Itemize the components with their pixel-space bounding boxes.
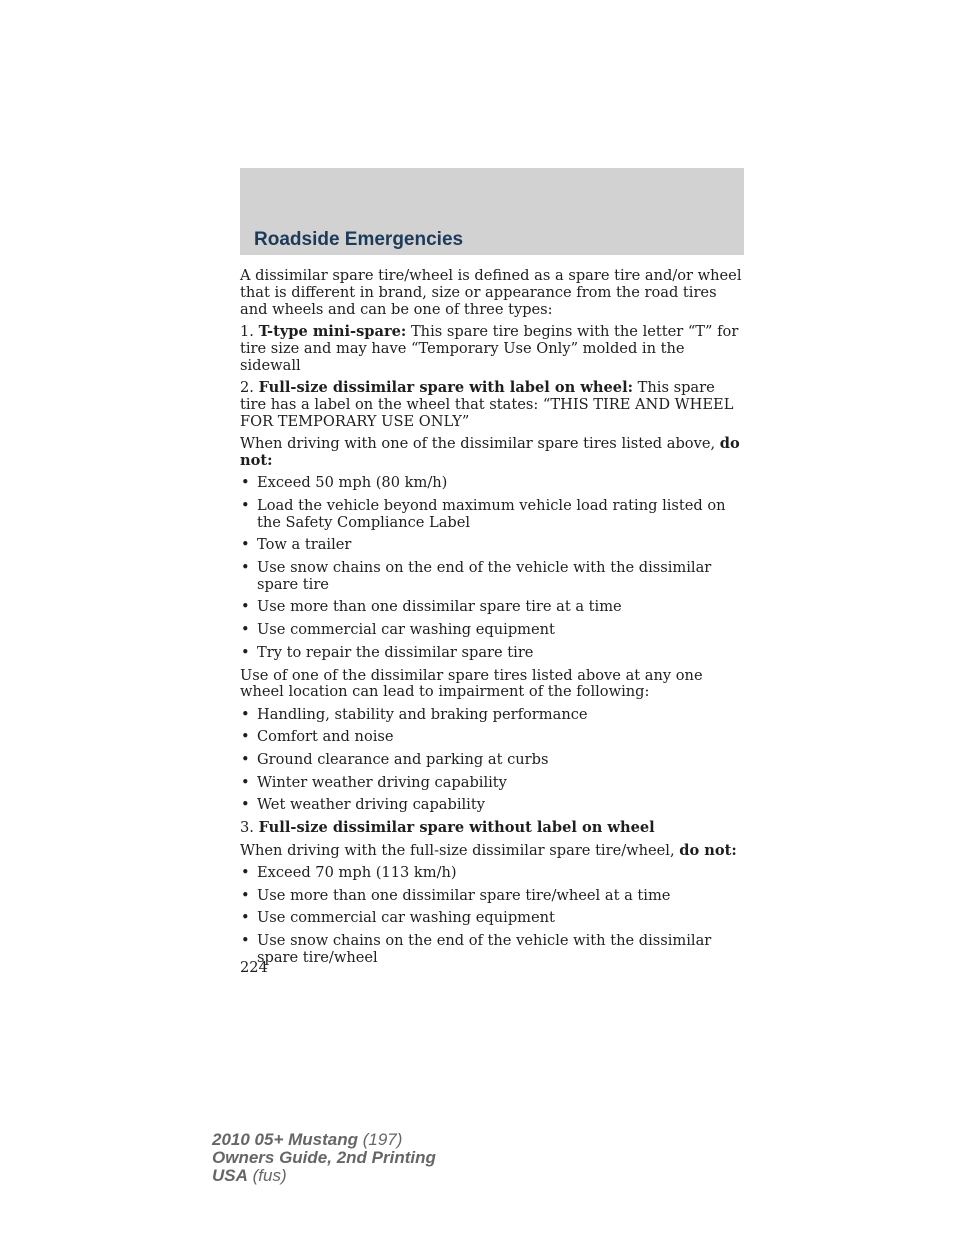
footer-line-1 bbox=[212, 1131, 436, 1149]
list-item-text: Use snow chains on the end of the vehicle with the dissimilar spare tire bbox=[257, 559, 712, 593]
warning1-paragraph bbox=[240, 436, 744, 470]
bullet-icon: • bbox=[241, 751, 250, 769]
list-item-text: Exceed 50 mph (80 km/h) bbox=[257, 474, 448, 492]
bullet-icon: • bbox=[241, 863, 250, 881]
warning2-bold: do not: bbox=[679, 841, 737, 859]
footer-model-code: (197) bbox=[362, 1130, 403, 1149]
bullet-icon: • bbox=[241, 598, 250, 616]
page-number: 224 bbox=[240, 959, 268, 976]
list-item-text: Use more than one dissimilar spare tire at a time bbox=[257, 598, 622, 616]
bullet-icon: • bbox=[241, 705, 250, 723]
footer-market-code: (fus) bbox=[252, 1166, 287, 1185]
list-item-text: Wet weather driving capability bbox=[257, 796, 485, 814]
list-item-text: Ground clearance and parking at curbs bbox=[257, 751, 549, 769]
list-item bbox=[240, 622, 744, 639]
list-item-text: Use commercial car washing equipment bbox=[257, 621, 555, 639]
bullet-icon: • bbox=[241, 909, 250, 927]
warning1-bold: do not: bbox=[240, 434, 740, 469]
list-item-text: Handling, stability and braking performance bbox=[257, 705, 588, 723]
footer-model: 2010 05+ Mustang bbox=[212, 1130, 358, 1149]
type2-number: 2. bbox=[240, 378, 254, 396]
list-item-text: Try to repair the dissimilar spare tire bbox=[257, 643, 534, 661]
warning2-text: When driving with the full-size dissimilar spare tire/wheel, bbox=[240, 841, 675, 859]
type1-label: T-type mini-spare: bbox=[258, 322, 407, 340]
list-item bbox=[240, 599, 744, 616]
list-item-text: Exceed 70 mph (113 km/h) bbox=[257, 863, 457, 881]
bullet-icon: • bbox=[241, 796, 250, 814]
type1-text: This spare tire begins with the letter “T” for tire size and may have “Temporary Use Only” molded in the sidewall bbox=[240, 322, 739, 374]
bullet-list-impairments bbox=[240, 707, 744, 815]
list-item-text: Tow a trailer bbox=[257, 536, 352, 554]
section-header-band bbox=[240, 168, 744, 255]
bullet-icon: • bbox=[241, 474, 250, 492]
list-item bbox=[240, 910, 744, 927]
type2-text: This spare tire has a label on the wheel that states: “THIS TIRE AND WHEEL FOR TEMPORARY USE ONLY” bbox=[240, 378, 734, 430]
list-item bbox=[240, 865, 744, 882]
list-item-text: Winter weather driving capability bbox=[257, 773, 507, 791]
type3-number: 3. bbox=[240, 819, 254, 837]
bullet-icon: • bbox=[241, 932, 250, 950]
list-item bbox=[240, 475, 744, 492]
type1-number: 1. bbox=[240, 322, 254, 340]
bullet-icon: • bbox=[241, 496, 250, 514]
warning1-text: When driving with one of the dissimilar spare tires listed above, bbox=[240, 434, 716, 452]
footer-line-3 bbox=[212, 1167, 436, 1185]
footer-guide: Owners Guide, 2nd Printing bbox=[212, 1148, 436, 1167]
footer-market: USA bbox=[212, 1166, 248, 1185]
list-item bbox=[240, 752, 744, 769]
list-item bbox=[240, 707, 744, 724]
type3-label: Full-size dissimilar spare without label on wheel bbox=[258, 819, 655, 837]
list-item-text: Use more than one dissimilar spare tire/wheel at a time bbox=[257, 886, 671, 904]
list-item-text: Use commercial car washing equipment bbox=[257, 909, 555, 927]
bullet-icon: • bbox=[241, 728, 250, 746]
list-item bbox=[240, 933, 744, 967]
list-item bbox=[240, 560, 744, 594]
list-item bbox=[240, 775, 744, 792]
list-item-text: Load the vehicle beyond maximum vehicle load rating listed on the Safety Compliance Label bbox=[257, 496, 726, 531]
bullet-icon: • bbox=[241, 621, 250, 639]
bullet-icon: • bbox=[241, 643, 250, 661]
intro-paragraph: A dissimilar spare tire/wheel is defined as a spare tire and/or wheel that is different in brand, size or appearance from the road tires and wheels and can be one of three types: bbox=[240, 267, 742, 318]
bullet-icon: • bbox=[241, 559, 250, 576]
bullet-icon: • bbox=[241, 886, 250, 904]
page-content bbox=[240, 268, 744, 973]
footer bbox=[212, 1131, 436, 1185]
bullet-icon: • bbox=[241, 536, 250, 554]
bullet-icon: • bbox=[241, 773, 250, 791]
type2-paragraph bbox=[240, 380, 744, 430]
bullet-list-fullsize-restrictions bbox=[240, 865, 744, 967]
list-item bbox=[240, 888, 744, 905]
list-item-text: Comfort and noise bbox=[257, 728, 394, 746]
bullet-list-restrictions bbox=[240, 475, 744, 662]
type1-paragraph bbox=[240, 324, 744, 374]
type3-paragraph bbox=[240, 820, 744, 837]
list-item bbox=[240, 498, 744, 532]
list-item bbox=[240, 537, 744, 554]
list-item-text: Use snow chains on the end of the vehicle with the dissimilar spare tire/wheel bbox=[257, 932, 712, 966]
section-title: Roadside Emergencies bbox=[254, 229, 464, 250]
warning2-paragraph bbox=[240, 843, 744, 860]
list-item bbox=[240, 729, 744, 746]
list-item bbox=[240, 645, 744, 662]
list-item bbox=[240, 797, 744, 814]
type2-label: Full-size dissimilar spare with label on wheel: bbox=[258, 378, 634, 396]
footer-line-2 bbox=[212, 1149, 436, 1167]
impairment-paragraph: Use of one of the dissimilar spare tires listed above at any one wheel location can lead to impairment of the following: bbox=[240, 666, 703, 701]
